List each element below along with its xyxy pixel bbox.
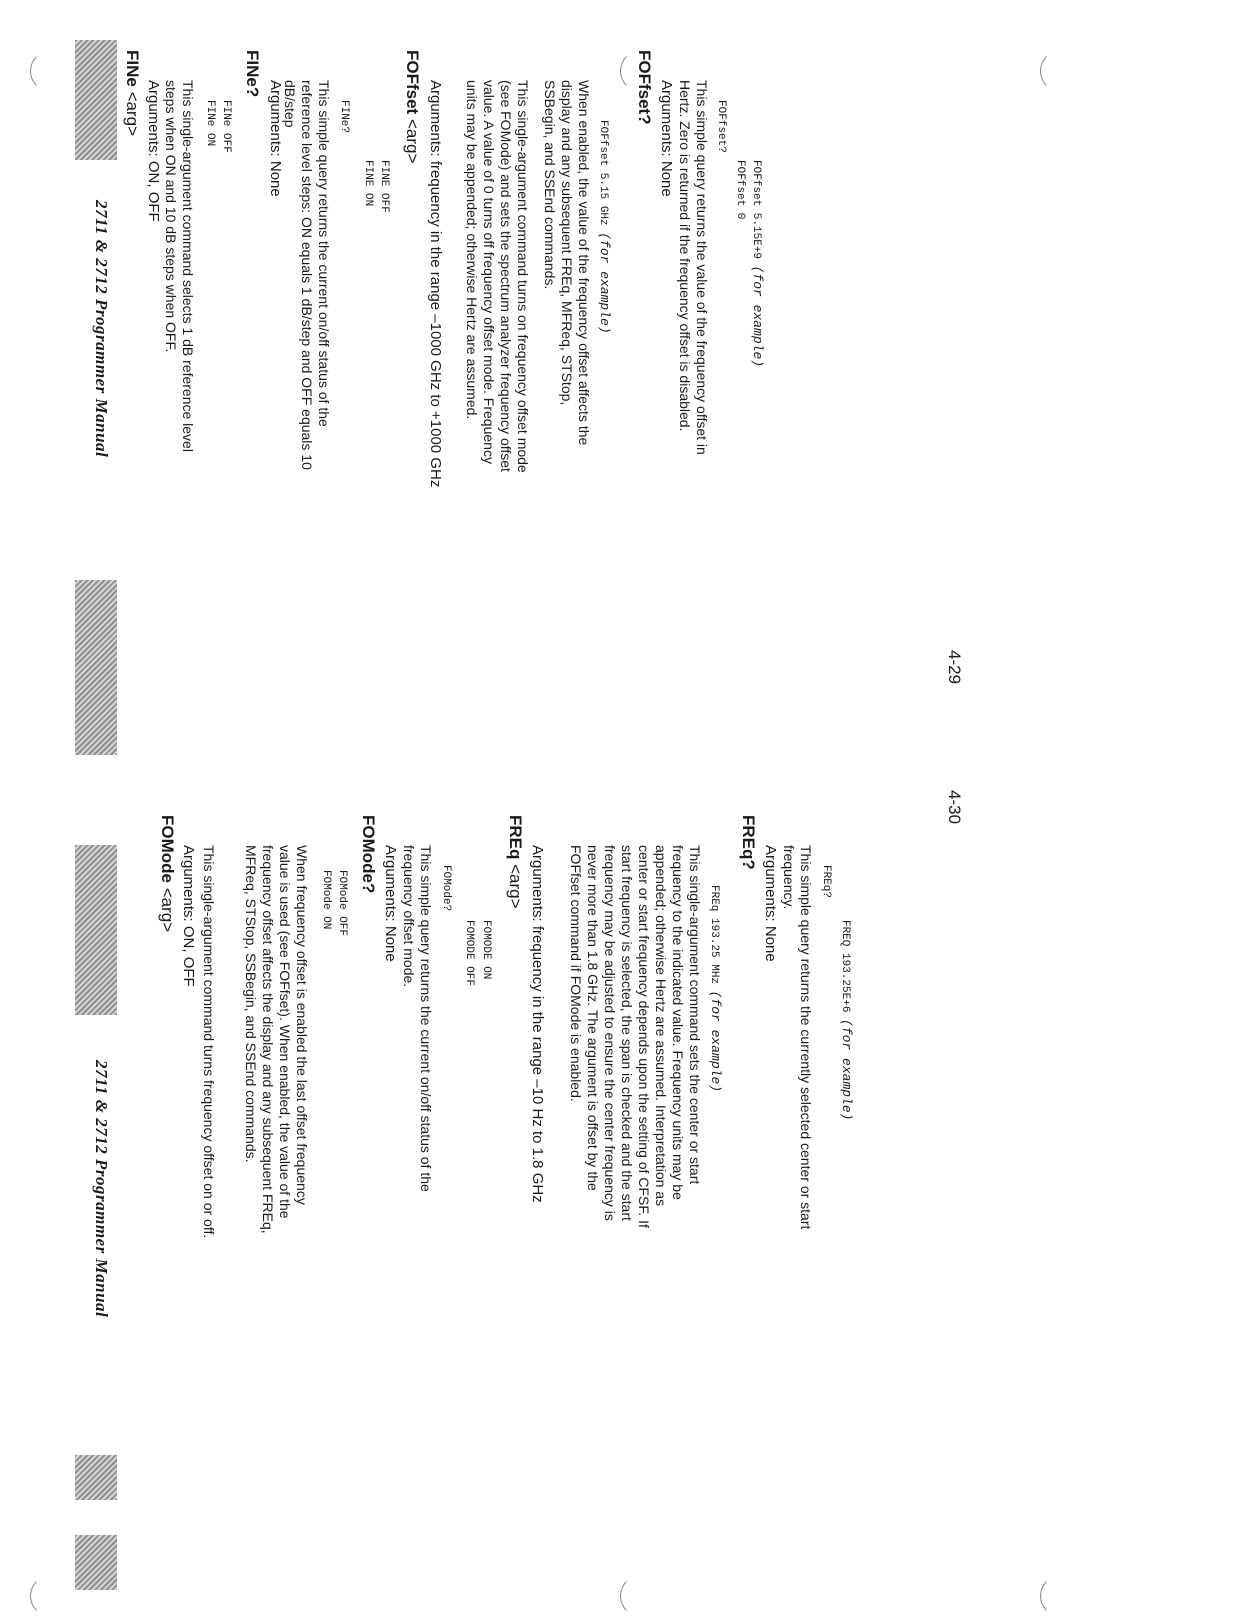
entry-arguments: Arguments: None bbox=[658, 80, 675, 197]
example-code: FOFfset 5.15 GHz (for example) bbox=[597, 120, 612, 334]
example-code: FOMode OFF bbox=[336, 870, 348, 937]
entry-arguments: Arguments: frequency in the range –10 Hz to 1.8 GHz bbox=[529, 845, 546, 1203]
example-code: FINE ON bbox=[362, 160, 374, 207]
entry-description: This single-argument command turns on frequency offset mode (see FOMode) and sets the spectrum analyzer frequency offset value. A value of 0 turns off frequency offset mode. Frequency units may be appended; otherwise Hertz are assumed. bbox=[464, 80, 531, 473]
entry-description: This single-argument command selects 1 dB reference level steps when ON and 10 dB steps when OFF. bbox=[163, 80, 196, 452]
entry-arguments: Arguments: ON, OFF bbox=[180, 845, 197, 987]
entry-heading-fine-query: FINe? bbox=[243, 50, 262, 98]
header-shade-block bbox=[75, 580, 117, 755]
entry-description: This single-argument command sets the center or start frequency to the indicated value. Frequency units may be appended; otherwise Hertz are assumed. Interpretation as center or start frequency depends upon the setting of CFSF. If start frequency is selected, the span is checked and the start frequency may be adjusted to ensure the center frequency is never more than 1.8 GHz. The argument is offset by the FOFfset command if FOMode is enabled. bbox=[568, 845, 703, 1228]
example-code: FINe? bbox=[338, 100, 350, 134]
page-4-29 bbox=[0, 0, 1237, 800]
entry-description: This simple query returns the value of the frequency offset in Hertz. Zero is returned if the frequency offset is disabled. bbox=[677, 80, 710, 455]
running-head-title: 2711 & 2712 Programmer Manual bbox=[92, 200, 111, 458]
example-code: FREQ 193.25E+6 (for example) bbox=[839, 920, 854, 1121]
entry-arguments: Arguments: None bbox=[762, 845, 779, 962]
example-code: FOMode? bbox=[440, 865, 452, 912]
header-shade-block bbox=[75, 1455, 117, 1500]
entry-heading-foffset: FOFfset <arg> bbox=[403, 50, 422, 164]
entry-heading-fomode-query: FOMode? bbox=[359, 815, 378, 894]
header-shade-block bbox=[75, 845, 117, 1015]
page-number: 4-29 bbox=[945, 650, 964, 685]
entry-description: When frequency offset is enabled the last offset frequency value is used (see FOFfset). When enabled, the value of the frequency offset affects the display and any subsequent FREq, MFReq, STStop, SSBegin, and SSEnd commands. bbox=[243, 845, 310, 1234]
example-code: FOFfset 5.15E+9 (for example) bbox=[750, 160, 765, 368]
page-number: 4-30 bbox=[945, 790, 964, 825]
entry-arguments: Arguments: frequency in the range –1000 GHz to +1000 GHz bbox=[427, 80, 444, 488]
example-code: FOFfset? bbox=[715, 100, 727, 153]
entry-heading-fomode: FOMode <arg> bbox=[158, 815, 177, 933]
header-shade-block bbox=[75, 40, 117, 160]
entry-description: This simple query returns the current on/off status of the frequency offset mode. bbox=[401, 845, 434, 1192]
entry-description: This single-argument command turns frequency offset on or off. bbox=[201, 845, 217, 1239]
entry-description: When enabled, the value of the frequency offset affects the display and any subsequent FREq, MFReq, STStop, SSBegin, and SSEnd commands. bbox=[542, 80, 592, 446]
header-shade-block bbox=[75, 1535, 117, 1590]
example-code: FREq 193.25 MHz (for example) bbox=[708, 885, 723, 1093]
example-code: FINe ON bbox=[204, 100, 216, 147]
entry-description: This simple query returns the current on/off status of the reference level steps: ON equals 1 dB/step and OFF equals 10 dB/step bbox=[282, 80, 332, 470]
binder-hole-mark bbox=[30, 1575, 72, 1617]
binder-hole-mark bbox=[30, 50, 72, 92]
example-code: FINe OFF bbox=[220, 100, 232, 153]
example-code: FOMODE OFF bbox=[463, 920, 475, 987]
entry-heading-freq-query: FREq? bbox=[739, 815, 758, 870]
binder-hole-mark bbox=[620, 50, 662, 92]
binder-hole-mark bbox=[1040, 1575, 1082, 1617]
example-code: FREq? bbox=[820, 865, 832, 899]
example-code: FOMODE ON bbox=[480, 920, 492, 980]
entry-heading-fine: FINe <arg> bbox=[123, 50, 142, 137]
entry-arguments: Arguments: None bbox=[267, 80, 284, 197]
binder-hole-mark bbox=[1040, 50, 1082, 92]
example-code: FINE OFF bbox=[378, 160, 390, 213]
example-code: FOFfset 0 bbox=[734, 160, 746, 220]
entry-arguments: Arguments: None bbox=[382, 845, 399, 962]
entry-heading-freq: FREq <arg> bbox=[506, 815, 525, 909]
entry-arguments: Arguments: ON, OFF bbox=[145, 80, 162, 222]
page-4-30 bbox=[0, 790, 1237, 1600]
example-code: FOMode ON bbox=[320, 870, 332, 930]
running-head-title: 2711 & 2712 Programmer Manual bbox=[92, 1060, 111, 1318]
entry-description: This simple query returns the currently selected center or start frequency. bbox=[781, 845, 814, 1230]
binder-hole-mark bbox=[620, 1575, 662, 1617]
entry-heading-foffset-query: FOFfset? bbox=[635, 50, 654, 125]
